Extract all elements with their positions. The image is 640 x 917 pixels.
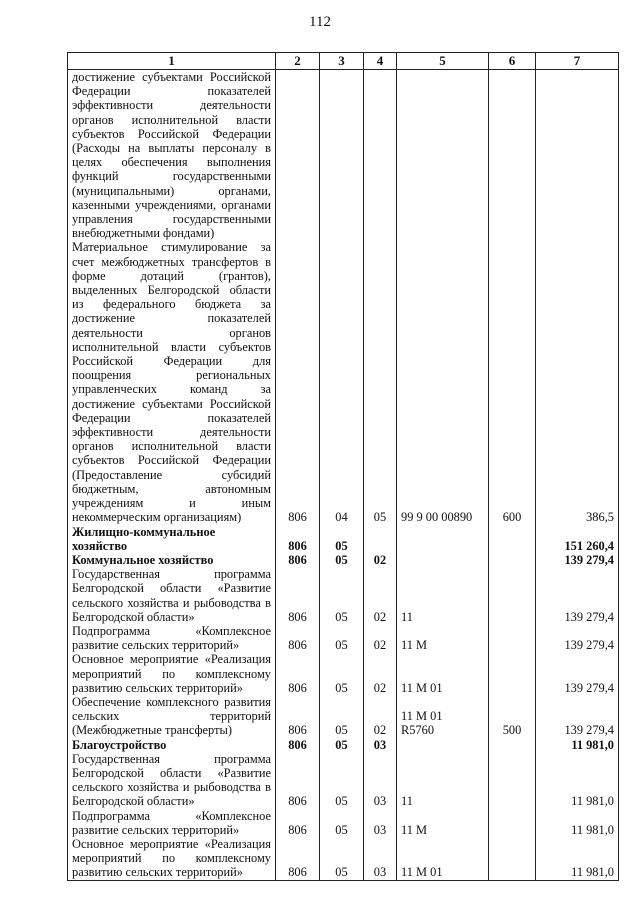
row-code-6 bbox=[489, 70, 536, 241]
row-code-4-text: 02 bbox=[373, 638, 387, 653]
row-description-text: Благоустройство bbox=[72, 737, 167, 752]
row-code-5 bbox=[397, 70, 489, 241]
row-code-3-text: 05 bbox=[335, 737, 348, 752]
row-amount bbox=[536, 624, 619, 652]
row-code-5 bbox=[397, 567, 489, 624]
row-code-5-text: 11 М 01 bbox=[401, 865, 443, 880]
row-amount-text: 139 279,4 bbox=[564, 638, 614, 653]
row-description-text: Жилищно-коммунальное хозяйство bbox=[72, 524, 216, 553]
row-code-2 bbox=[276, 70, 320, 241]
row-amount bbox=[536, 752, 619, 809]
table-row bbox=[68, 567, 619, 624]
row-code-3-text: 05 bbox=[335, 552, 348, 567]
row-code-6 bbox=[489, 837, 536, 880]
row-code-3 bbox=[320, 567, 364, 624]
row-code-6 bbox=[489, 525, 536, 553]
table-header bbox=[68, 53, 619, 70]
row-code-5-text: 11 М bbox=[401, 638, 428, 653]
row-code-3 bbox=[320, 837, 364, 880]
table-row bbox=[68, 752, 619, 809]
row-code-2-text: 806 bbox=[288, 510, 307, 525]
table-row bbox=[68, 809, 619, 837]
row-code-6 bbox=[489, 752, 536, 809]
row-code-2-text: 806 bbox=[288, 638, 307, 653]
row-code-4 bbox=[364, 553, 397, 567]
row-code-6 bbox=[489, 240, 536, 524]
row-code-3-text: 05 bbox=[335, 638, 348, 653]
budget-table bbox=[67, 52, 619, 881]
row-code-2-text: 806 bbox=[288, 538, 307, 553]
row-code-5 bbox=[397, 752, 489, 809]
row-code-3 bbox=[320, 652, 364, 695]
row-code-3 bbox=[320, 553, 364, 567]
header-col-1: 1 bbox=[68, 53, 276, 70]
row-code-4 bbox=[364, 695, 397, 738]
row-code-3 bbox=[320, 624, 364, 652]
row-code-6 bbox=[489, 809, 536, 837]
row-amount-text: 11 981,0 bbox=[571, 822, 614, 837]
header-col-7: 7 bbox=[536, 53, 619, 70]
row-code-5-text: 99 9 00 00890 bbox=[401, 510, 473, 525]
header-col-4: 4 bbox=[364, 53, 397, 70]
row-code-5 bbox=[397, 837, 489, 880]
row-code-3 bbox=[320, 70, 364, 241]
row-description-text: Материальное стимулирование за счет межбюджетных трансфертов в форме дотаций (грантов), выделенных Белгородской области из федерального бюджета за достижение показателей деятельности органов исполнительной власти субъектов Российской Федерации для поощрения региональных управленческих команд за достижение субъектами Российской Федерации показателей эффективности деятельности органов исполнительной власти субъектов Российской Федерации (Предоставление субсидий бюджетным, автономным учреждениям и иным некоммерческим организациям) bbox=[72, 240, 271, 525]
row-code-6-text: 500 bbox=[502, 723, 522, 738]
row-amount bbox=[536, 240, 619, 524]
row-code-2 bbox=[276, 567, 320, 624]
row-amount bbox=[536, 809, 619, 837]
row-amount-text: 139 279,4 bbox=[564, 723, 614, 738]
row-description bbox=[68, 695, 276, 738]
row-code-2 bbox=[276, 695, 320, 738]
row-code-4-text: 02 bbox=[373, 609, 387, 624]
row-amount bbox=[536, 567, 619, 624]
row-code-3 bbox=[320, 752, 364, 809]
row-amount-text: 11 981,0 bbox=[571, 737, 614, 752]
row-code-5-text: 11 М 01 R5760 bbox=[401, 709, 443, 738]
row-description bbox=[68, 809, 276, 837]
row-code-3 bbox=[320, 738, 364, 752]
row-code-6 bbox=[489, 738, 536, 752]
table-row bbox=[68, 70, 619, 241]
row-code-2 bbox=[276, 624, 320, 652]
row-code-5-text: 11 М 01 bbox=[401, 680, 443, 695]
row-code-4 bbox=[364, 525, 397, 553]
row-description bbox=[68, 652, 276, 695]
row-code-3-text: 05 bbox=[335, 723, 348, 738]
row-code-3-text: 05 bbox=[335, 609, 348, 624]
row-amount-text: 151 260,4 bbox=[564, 538, 614, 553]
row-code-2-text: 806 bbox=[288, 552, 307, 567]
row-code-2 bbox=[276, 553, 320, 567]
row-description-text: Основное мероприятие «Реализация мероприятий по комплексному развитию сельских территорий» bbox=[72, 836, 271, 880]
row-description-text: Государственная программа Белгородской области «Развитие сельского хозяйства и рыбоводства в Белгородской области» bbox=[72, 751, 271, 809]
row-code-4-text: 05 bbox=[373, 510, 387, 525]
row-code-4 bbox=[364, 809, 397, 837]
row-code-6 bbox=[489, 652, 536, 695]
row-code-3-text: 05 bbox=[335, 865, 348, 880]
table-row bbox=[68, 525, 619, 553]
header-col-6: 6 bbox=[489, 53, 536, 70]
row-amount bbox=[536, 695, 619, 738]
header-col-2: 2 bbox=[276, 53, 320, 70]
row-description bbox=[68, 738, 276, 752]
row-description bbox=[68, 752, 276, 809]
row-description-text: Основное мероприятие «Реализация мероприятий по комплексному развитию сельских территорий» bbox=[72, 652, 271, 695]
row-code-3 bbox=[320, 240, 364, 524]
row-code-5 bbox=[397, 240, 489, 524]
row-code-6 bbox=[489, 624, 536, 652]
table-body bbox=[68, 70, 619, 881]
row-code-4-text: 03 bbox=[373, 822, 387, 837]
row-description bbox=[68, 525, 276, 553]
row-amount bbox=[536, 837, 619, 880]
row-code-2 bbox=[276, 752, 320, 809]
row-code-4-text: 03 bbox=[373, 794, 387, 809]
row-code-4-text: 02 bbox=[373, 552, 387, 567]
row-code-4 bbox=[364, 624, 397, 652]
row-description-text: достижение субъектами Российской Федерации показателей эффективности деятельности органов исполнительной власти субъектов Российской Федерации (Расходы на выплаты персоналу в целях обеспечения выполнения функций государственными (муниципальными) органами, казенными учреждениями, органами управления государственными внебюджетными фондами) bbox=[72, 70, 271, 241]
row-code-3 bbox=[320, 525, 364, 553]
row-code-4 bbox=[364, 70, 397, 241]
row-code-2 bbox=[276, 809, 320, 837]
row-code-4-text: 03 bbox=[373, 865, 387, 880]
row-description-text: Подпрограмма «Комплексное развитие сельских территорий» bbox=[72, 623, 271, 653]
header-row bbox=[68, 53, 619, 70]
row-code-2 bbox=[276, 652, 320, 695]
table-row bbox=[68, 837, 619, 880]
table-row bbox=[68, 624, 619, 652]
row-amount-text: 139 279,4 bbox=[564, 609, 614, 624]
page-number: 112 bbox=[309, 14, 331, 30]
row-code-6 bbox=[489, 553, 536, 567]
row-code-4 bbox=[364, 738, 397, 752]
table-row bbox=[68, 553, 619, 567]
row-description bbox=[68, 240, 276, 524]
row-code-2-text: 806 bbox=[288, 609, 307, 624]
row-code-3-text: 05 bbox=[335, 794, 348, 809]
row-code-4 bbox=[364, 752, 397, 809]
row-description bbox=[68, 624, 276, 652]
row-amount-text: 386,5 bbox=[586, 510, 614, 525]
row-amount bbox=[536, 553, 619, 567]
row-code-3-text: 04 bbox=[335, 510, 348, 525]
row-code-2-text: 806 bbox=[288, 680, 307, 695]
row-description-text: Государственная программа Белгородской области «Развитие сельского хозяйства и рыбоводства в Белгородской области» bbox=[72, 567, 271, 624]
row-code-4 bbox=[364, 837, 397, 880]
row-code-2-text: 806 bbox=[288, 794, 307, 809]
row-code-2-text: 806 bbox=[288, 822, 307, 837]
row-code-4-text: 03 bbox=[373, 737, 387, 752]
row-code-2 bbox=[276, 240, 320, 524]
row-amount bbox=[536, 652, 619, 695]
row-code-5-text: 11 bbox=[401, 794, 413, 809]
row-amount-text: 139 279,4 bbox=[564, 680, 614, 695]
row-code-6 bbox=[489, 695, 536, 738]
row-code-2-text: 806 bbox=[288, 723, 307, 738]
row-code-5 bbox=[397, 695, 489, 738]
row-description-text: Подпрограмма «Комплексное развитие сельских территорий» bbox=[72, 808, 271, 837]
row-code-3-text: 05 bbox=[335, 680, 348, 695]
table-row bbox=[68, 738, 619, 752]
table-row bbox=[68, 695, 619, 738]
row-amount bbox=[536, 70, 619, 241]
row-amount bbox=[536, 525, 619, 553]
row-code-5 bbox=[397, 738, 489, 752]
header-col-3: 3 bbox=[320, 53, 364, 70]
row-code-2-text: 806 bbox=[288, 865, 307, 880]
row-code-5 bbox=[397, 624, 489, 652]
row-amount bbox=[536, 738, 619, 752]
row-code-4 bbox=[364, 652, 397, 695]
row-description bbox=[68, 70, 276, 241]
row-code-4 bbox=[364, 567, 397, 624]
row-code-2 bbox=[276, 738, 320, 752]
row-code-2 bbox=[276, 525, 320, 553]
row-description bbox=[68, 553, 276, 567]
row-code-5 bbox=[397, 525, 489, 553]
row-code-5 bbox=[397, 809, 489, 837]
row-code-2-text: 806 bbox=[288, 737, 307, 752]
row-code-3-text: 05 bbox=[335, 822, 348, 837]
row-description bbox=[68, 567, 276, 624]
row-amount-text: 139 279,4 bbox=[564, 552, 614, 567]
row-description-text: Обеспечение комплексного развития сельских территорий (Межбюджетные трансферты) bbox=[72, 694, 271, 738]
table-row bbox=[68, 240, 619, 524]
row-code-6 bbox=[489, 567, 536, 624]
table-row bbox=[68, 652, 619, 695]
row-code-6-text: 600 bbox=[502, 510, 522, 525]
row-code-5-text: 11 bbox=[401, 609, 413, 624]
row-code-4 bbox=[364, 240, 397, 524]
row-code-4-text: 02 bbox=[373, 723, 387, 738]
row-code-3-text: 05 bbox=[335, 538, 348, 553]
row-code-3 bbox=[320, 809, 364, 837]
row-code-4-text: 02 bbox=[373, 680, 387, 695]
row-code-5 bbox=[397, 652, 489, 695]
row-code-2 bbox=[276, 837, 320, 880]
row-description-text: Коммунальное хозяйство bbox=[72, 552, 214, 567]
row-code-5-text: 11 М bbox=[401, 822, 428, 837]
row-amount-text: 11 981,0 bbox=[571, 865, 614, 880]
row-amount-text: 11 981,0 bbox=[571, 794, 614, 809]
row-code-5 bbox=[397, 553, 489, 567]
row-description bbox=[68, 837, 276, 880]
header-col-5: 5 bbox=[397, 53, 489, 70]
row-code-3 bbox=[320, 695, 364, 738]
